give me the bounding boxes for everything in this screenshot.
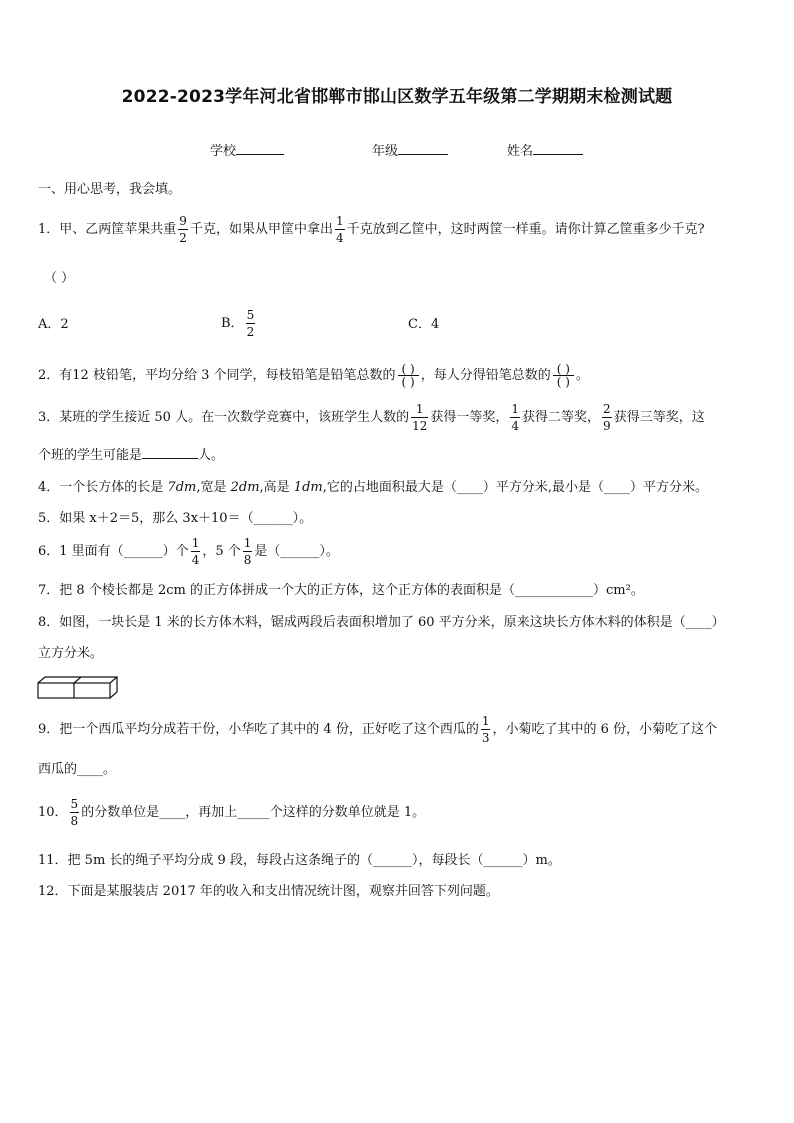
fraction: $\frac{1}{4}$ [335,214,344,245]
question-5: 5．如果 x＋2＝5，那么 3x＋10＝（______）。 [38,511,313,526]
question-number: 1． [38,222,60,237]
fraction: $\frac{1}{8}$ [243,536,252,567]
option-a[interactable]: A．2 [38,317,69,332]
fraction: $\frac{1}{4}$ [191,536,200,567]
question-text: 千克放到乙筐中，这时两筐一样重。请你计算乙筐重多少千克? [346,222,705,237]
grade-field [372,143,448,158]
fraction: $\frac{1}{12}$ [412,402,428,433]
fraction: $\frac{2}{9}$ [603,402,611,433]
fraction: $\frac{9}{2}$ [179,214,187,245]
answer-fraction-blank[interactable]: $\frac{( )}{( )}$ [398,363,419,388]
fraction: $\frac{5}{2}$ [246,308,255,339]
question-4: 4．一个长方体的长是 7dm,宽是 2dm,高是 1dm,它的占地面积最大是（____）平方分米,最小是（____）平方分米。 [38,480,708,495]
question-6: 6．1 里面有（______）个 $\frac{1}{4}$ ，5 个 $\frac{1}{8}$ 是（______）。 [38,536,339,567]
question-8: 8．如图，一块长是 1 米的长方体木料，锯成两段后表面积增加了 60 平方分米，原来这块长方体木料的体积是（____） [38,615,725,630]
question-3-line2: 个班的学生可能是 人。 [38,448,225,463]
question-12: 12．下面是某服装店 2017 年的收入和支出情况统计图，观察并回答下列问题。 [38,884,499,899]
question-9-line2: 西瓜的____。 [38,762,117,777]
school-label: 学校 [210,144,237,159]
question-3: 3．某班的学生接近 50 人。在一次数学竞赛中，该班学生人数的 $\frac{1}{12}$ 获得一等奖， $\frac{1}{4}$ 获得二等奖， $\frac{2}{9}$ 获得三等奖，这 [38,402,705,433]
answer-paren[interactable]: （ ） [44,271,75,286]
name-label: 姓名 [507,144,534,159]
option-b[interactable]: B． $\frac{5}{2}$ [221,308,255,339]
fraction: $\frac{1}{4}$ [511,402,520,433]
answer-fraction-blank[interactable]: $\frac{( )}{( )}$ [553,363,574,388]
fraction: $\frac{5}{8}$ [70,797,79,828]
name-field [507,143,583,158]
question-text: 千克，如果从甲筐中拿出 [189,222,333,237]
question-7: 7．把 8 个棱长都是 2cm 的正方体拼成一个大的正方体，这个正方体的表面积是（____________）cm²。 [38,583,644,598]
school-field [210,143,284,158]
option-c[interactable]: C．4 [408,317,440,332]
section-heading: 一、用心思考，我会填。 [38,182,182,197]
question-11: 11．把 5m 长的绳子平均分成 9 段，每段占这条绳子的（______），每段长（______）m。 [38,853,561,868]
question-2: 2．有12 枝铅笔，平均分给 3 个同学，每枝铅笔是铅笔总数的 $\frac{( )}{( )}$ ，每人分得铅笔总数的 $\frac{( )}{( )}$ 。 [38,362,589,389]
grade-label: 年级 [372,144,399,159]
name-blank[interactable] [533,143,583,155]
answer-blank[interactable] [142,447,198,459]
cuboid-diagram [37,676,119,700]
grade-blank[interactable] [398,143,448,155]
school-blank[interactable] [236,143,284,155]
page-title: 2022-2023学年河北省邯郸市邯山区数学五年级第二学期期末检测试题 [121,87,673,107]
question-10: 10． $\frac{5}{8}$ 的分数单位是____，再加上_____个这样的分数单位就是 1。 [38,797,426,828]
question-8-line2: 立方分米。 [38,646,104,661]
question-text: 甲、乙两筐苹果共重 [59,222,177,237]
question-1 [38,215,705,245]
question-9: 9．把一个西瓜平均分成若干份，小华吃了其中的 4 份，正好吃了这个西瓜的 $\frac{1}{3}$ ，小菊吃了其中的 6 份，小菊吃了这个 [38,714,718,745]
fraction: $\frac{1}{3}$ [481,714,490,745]
